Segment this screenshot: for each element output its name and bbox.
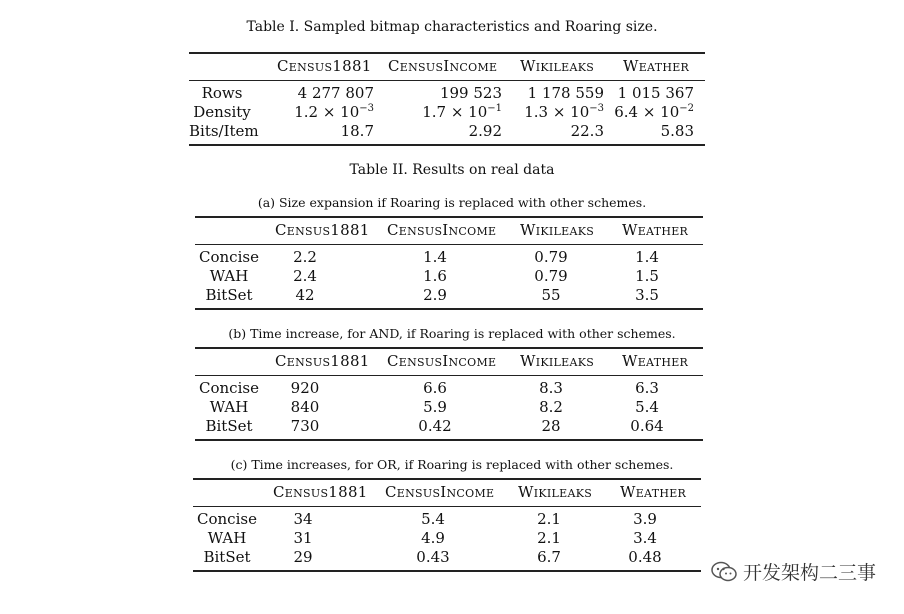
cell-value: 0.48	[628, 548, 662, 566]
table2b-caption: (b) Time increase, for AND, if Roaring is replaced with other schemes.	[228, 326, 676, 341]
mid-rule	[189, 80, 705, 81]
row-label: Bits/Item	[189, 122, 259, 140]
row-label: BitSet	[205, 286, 253, 304]
cell-value: 3.9	[633, 510, 657, 528]
top-rule	[195, 216, 703, 218]
column-header: Wikileaks	[518, 483, 593, 501]
bottom-rule	[195, 308, 703, 310]
cell-value: 6.3	[635, 379, 659, 397]
cell-value: 1.4	[635, 248, 659, 266]
cell-value: 42	[295, 286, 315, 304]
cell-value: 3.5	[635, 286, 659, 304]
cell-value: 1.4	[423, 248, 447, 266]
row-label: Rows	[201, 84, 243, 102]
table2-caption: Table II. Results on real data	[349, 162, 555, 178]
row-label: Density	[193, 103, 251, 121]
cell-value: 2.1	[537, 529, 561, 547]
table2b	[195, 347, 703, 441]
row-label: BitSet	[205, 417, 253, 435]
bottom-rule	[195, 439, 703, 441]
mid-rule	[195, 375, 703, 376]
column-header: Weather	[622, 352, 689, 370]
cell-value: 0.79	[534, 267, 568, 285]
cell-value: 840	[290, 398, 320, 416]
mantissa: 1.3 × 10	[524, 103, 590, 121]
row-label: Concise	[199, 248, 259, 266]
row-label: BitSet	[203, 548, 251, 566]
cell-value: 8.3	[539, 379, 563, 397]
cell-value: 730	[290, 417, 320, 435]
cell-value: 5.4	[635, 398, 659, 416]
exponent: −3	[359, 103, 374, 114]
cell-value: 2.4	[293, 267, 317, 285]
row-label: Concise	[197, 510, 257, 528]
column-header: Wikileaks	[520, 352, 595, 370]
cell-value: 28	[541, 417, 561, 435]
column-header: Census1881	[273, 483, 368, 501]
cell-value: 920	[290, 379, 320, 397]
mantissa: 1.7 × 10	[422, 103, 488, 121]
exponent: −3	[589, 103, 604, 114]
cell-value: 0.43	[416, 548, 450, 566]
column-header: Census1881	[277, 57, 372, 75]
cell-value: 2.92	[468, 122, 502, 140]
cell-value: 199 523	[439, 84, 502, 102]
cell-value: 55	[541, 286, 561, 304]
cell-value: 2.1	[537, 510, 561, 528]
watermark-text: 开发架构二三事	[742, 562, 876, 584]
watermark	[711, 558, 876, 585]
cell-value: 4 277 807	[297, 84, 374, 102]
column-header: Wikileaks	[520, 57, 595, 75]
wechat-icon	[711, 561, 737, 583]
cell-value: 0.42	[418, 417, 452, 435]
column-header: Wikileaks	[520, 221, 595, 239]
row-label: Concise	[199, 379, 259, 397]
table2a-caption: (a) Size expansion if Roaring is replaced with other schemes.	[257, 195, 647, 210]
column-header: CensusIncome	[387, 352, 497, 370]
cell-value: 5.83	[660, 122, 694, 140]
column-header: CensusIncome	[385, 483, 495, 501]
cell-value: 6.7	[537, 548, 561, 566]
exponent: −2	[679, 103, 694, 114]
cell-value: 6.6	[423, 379, 447, 397]
cell-value: 0.64	[630, 417, 664, 435]
mantissa: 6.4 × 10	[614, 103, 680, 121]
cell-value: 29	[293, 548, 313, 566]
cell-value: 1.6	[423, 267, 447, 285]
row-label: WAH	[209, 398, 249, 416]
mid-rule	[195, 244, 703, 245]
column-header: Census1881	[275, 352, 370, 370]
bottom-rule	[189, 144, 705, 146]
density-value	[564, 103, 694, 121]
mantissa: 1.2 × 10	[294, 103, 360, 121]
cell-value: 8.2	[539, 398, 563, 416]
table1	[189, 52, 705, 146]
column-header: Census1881	[275, 221, 370, 239]
exponent: −1	[487, 103, 502, 114]
cell-value: 0.79	[534, 248, 568, 266]
top-rule	[193, 478, 701, 480]
density-value	[244, 103, 374, 121]
cell-value: 1.5	[635, 267, 659, 285]
top-rule	[195, 347, 703, 349]
table2c	[193, 478, 701, 572]
column-header: Weather	[620, 483, 687, 501]
cell-value: 2.2	[293, 248, 317, 266]
cell-value: 1 015 367	[617, 84, 694, 102]
cell-value: 22.3	[570, 122, 604, 140]
table2c-caption: (c) Time increases, for OR, if Roaring is replaced with other schemes.	[230, 457, 674, 472]
cell-value: 2.9	[423, 286, 447, 304]
mid-rule	[193, 506, 701, 507]
cell-value: 5.9	[423, 398, 447, 416]
cell-value: 5.4	[421, 510, 445, 528]
row-label: WAH	[209, 267, 249, 285]
cell-value: 3.4	[633, 529, 657, 547]
bottom-rule	[193, 570, 701, 572]
column-header: CensusIncome	[388, 57, 498, 75]
column-header: Weather	[622, 221, 689, 239]
table2a	[195, 216, 703, 310]
cell-value: 34	[293, 510, 313, 528]
cell-value: 1 178 559	[527, 84, 604, 102]
column-header: Weather	[623, 57, 690, 75]
cell-value: 31	[293, 529, 313, 547]
row-label: WAH	[207, 529, 247, 547]
top-rule	[189, 52, 705, 54]
column-header: CensusIncome	[387, 221, 497, 239]
cell-value: 4.9	[421, 529, 445, 547]
table1-caption: Table I. Sampled bitmap characteristics and Roaring size.	[246, 19, 658, 35]
cell-value: 18.7	[340, 122, 374, 140]
